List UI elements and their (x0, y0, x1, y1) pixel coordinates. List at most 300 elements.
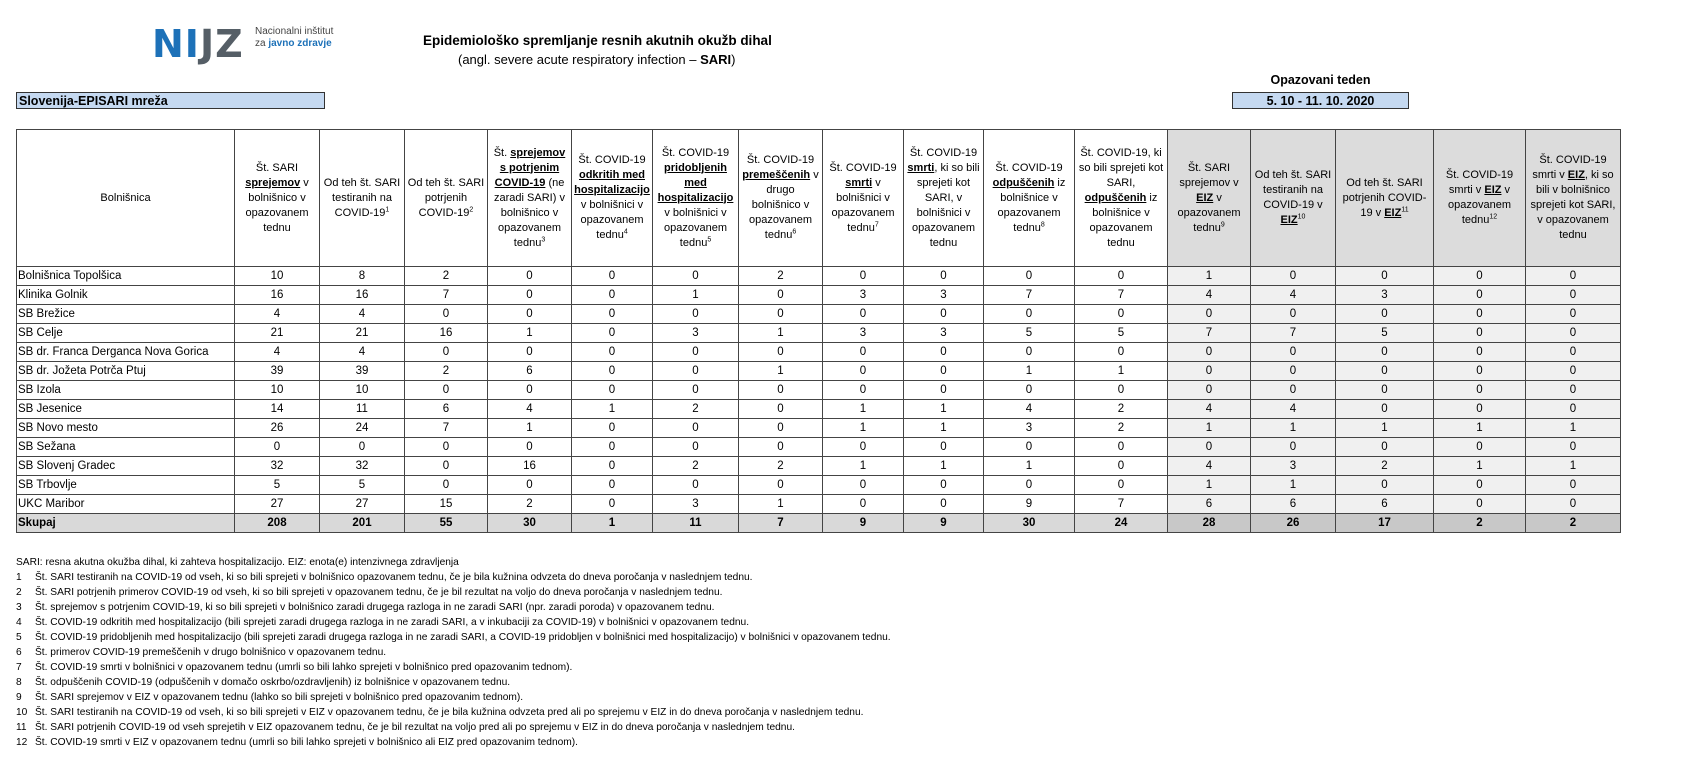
footnote-text: Št. COVID-19 pridobljenih med hospitalizacijo (bili sprejeti zaradi drugega razloga in ne zaradi SARI, a COVID-19 pridobljen v bolnišnici med hospitalizacijo) v bolnišnici v opazovanem tednu. (35, 632, 891, 643)
cell-value: 11 (653, 514, 739, 533)
cell-value: 2 (405, 362, 488, 381)
column-header-fn: 11 (1401, 205, 1409, 213)
logo-mark (152, 22, 244, 66)
column-header-8 (823, 130, 904, 267)
cell-value: 0 (1336, 343, 1434, 362)
footnote-text: Št. COVID-19 smrti v bolnišnici v opazovanem tednu (umrli so bili lahko sprejeti v bolnišnico pred opazovanim tednom). (35, 662, 573, 673)
cell-value: 0 (984, 476, 1075, 495)
cell-value: 1 (904, 400, 984, 419)
subtitle-post: ) (731, 52, 736, 67)
column-header-pre: Od teh št. SARI testiranih na COVID-19 v (1254, 169, 1332, 211)
cell-value: 2 (405, 267, 488, 286)
column-header-11 (1075, 130, 1168, 267)
column-header-pre: Št. (493, 146, 511, 159)
logo-line1: Nacionalni inštitut (255, 26, 334, 37)
footnote-text: Št. sprejemov s potrjenim COVID-19, ki so bili sprejeti v bolnišnico zaradi drugega razloga in ne zaradi SARI (npr. zaradi poroda) v opazovanem tednu. (35, 602, 715, 613)
cell-value: 0 (572, 343, 653, 362)
cell-value: 3 (823, 286, 904, 305)
page-title: Epidemiološko spremljanje resnih akutnih okužb dihal (423, 33, 772, 48)
cell-value: 0 (1168, 438, 1251, 457)
cell-value: 201 (320, 514, 405, 533)
cell-value: 0 (1526, 362, 1621, 381)
cell-value: 0 (1526, 305, 1621, 324)
cell-value: 0 (653, 267, 739, 286)
hospital-name: Skupaj (17, 514, 235, 533)
column-header-1 (235, 130, 320, 267)
cell-value: 0 (1336, 476, 1434, 495)
column-header-em: odkritih med hospitalizacijo (574, 169, 650, 196)
hospital-name: SB Brežice (17, 305, 235, 324)
cell-value: 1 (1168, 267, 1251, 286)
table-row (17, 362, 1621, 381)
cell-value: 0 (1526, 324, 1621, 343)
column-header-pre: Št. SARI (255, 161, 299, 174)
footnote-item (16, 615, 891, 630)
cell-value: 0 (572, 457, 653, 476)
cell-value: 0 (1434, 381, 1526, 400)
cell-value: 0 (1168, 305, 1251, 324)
footnote-text: Št. primerov COVID-19 premeščenih v drugo bolnišnico v opazovanem tednu. (35, 647, 387, 658)
cell-value: 10 (235, 267, 320, 286)
cell-value: 0 (739, 400, 823, 419)
cell-value: 0 (1251, 267, 1336, 286)
cell-value: 0 (1434, 343, 1526, 362)
table-row (17, 381, 1621, 400)
page-subtitle (458, 52, 735, 67)
column-header-post: iz bolnišnice v opazovanem tednu (1089, 191, 1158, 249)
cell-value: 16 (235, 286, 320, 305)
cell-value: 4 (1251, 400, 1336, 419)
cell-value: 24 (1075, 514, 1168, 533)
cell-value: 0 (405, 305, 488, 324)
cell-value: 4 (1168, 286, 1251, 305)
cell-value: 4 (320, 305, 405, 324)
cell-value: 0 (653, 381, 739, 400)
cell-value: 0 (1075, 476, 1168, 495)
cell-value: 0 (984, 438, 1075, 457)
cell-value: 3 (904, 286, 984, 305)
column-header-15 (1434, 130, 1526, 267)
cell-value: 7 (984, 286, 1075, 305)
column-header-pre: Bolnišnica (100, 191, 151, 204)
column-header-post: v bolnišnici v opazovanem tednu (831, 176, 895, 234)
logo-mark-b: JZ (199, 22, 244, 66)
footnote-text: Št. odpuščenih COVID-19 (odpuščenih v domačo oskrbo/ozdravljenih) iz bolnišnice v opazovanem tednu. (35, 677, 511, 688)
cell-value: 17 (1336, 514, 1434, 533)
hospital-name: SB Izola (17, 381, 235, 400)
cell-value: 2 (1434, 514, 1526, 533)
column-header-pre: Št. COVID-19 (909, 146, 978, 159)
column-header-em: smrti (907, 161, 935, 174)
footnote-item (16, 645, 891, 660)
cell-value: 1 (739, 324, 823, 343)
column-header-pre: Št. COVID-19 smrti v (1532, 154, 1607, 181)
column-header-12 (1168, 130, 1251, 267)
column-header-pre: Št. COVID-19 (578, 154, 646, 166)
cell-value: 0 (1526, 438, 1621, 457)
subtitle-em: SARI (700, 52, 732, 67)
cell-value: 2 (1075, 419, 1168, 438)
footnote-item (16, 705, 891, 720)
cell-value: 55 (405, 514, 488, 533)
cell-value: 0 (1434, 324, 1526, 343)
cell-value: 3 (823, 324, 904, 343)
column-header-em: premeščenih (742, 169, 811, 181)
cell-value: 0 (823, 267, 904, 286)
column-header-fn: 12 (1489, 213, 1498, 221)
cell-value: 3 (1251, 457, 1336, 476)
column-header-fn: 5 (707, 235, 712, 243)
cell-value: 0 (739, 286, 823, 305)
cell-value: 7 (1168, 324, 1251, 343)
cell-value: 1 (1168, 419, 1251, 438)
cell-value: 9 (823, 514, 904, 533)
table-row (17, 286, 1621, 305)
cell-value: 1 (984, 457, 1075, 476)
column-header-pre: Št. SARI sprejemov v (1179, 161, 1239, 189)
cell-value: 0 (904, 267, 984, 286)
column-header-16 (1526, 130, 1621, 267)
cell-value: 1 (1251, 419, 1336, 438)
cell-value: 39 (235, 362, 320, 381)
column-header-em: sprejemov s potrjenim COVID-19 (494, 146, 566, 189)
cell-value: 7 (739, 514, 823, 533)
hospital-name: SB dr. Jožeta Potrča Ptuj (17, 362, 235, 381)
cell-value: 6 (1168, 495, 1251, 514)
column-header-em: odpuščenih (992, 176, 1055, 189)
cell-value: 10 (235, 381, 320, 400)
hospital-name: SB Novo mesto (17, 419, 235, 438)
cell-value: 0 (1336, 400, 1434, 419)
cell-value: 16 (405, 324, 488, 343)
cell-value: 24 (320, 419, 405, 438)
logo-line2 (255, 38, 333, 50)
cell-value: 1 (572, 514, 653, 533)
cell-value: 0 (739, 305, 823, 324)
cell-value: 0 (823, 362, 904, 381)
hospital-name: SB Celje (17, 324, 235, 343)
cell-value: 0 (572, 438, 653, 457)
cell-value: 16 (488, 457, 572, 476)
cell-value: 0 (904, 381, 984, 400)
cell-value: 2 (739, 457, 823, 476)
footnote-number: 1 (16, 572, 22, 583)
cell-value: 0 (1434, 305, 1526, 324)
cell-value: 11 (320, 400, 405, 419)
cell-value: 0 (488, 305, 572, 324)
cell-value: 0 (1251, 381, 1336, 400)
cell-value: 0 (739, 438, 823, 457)
cell-value: 0 (1336, 362, 1434, 381)
logo-mark-a: NI (152, 22, 200, 66)
cell-value: 0 (405, 476, 488, 495)
cell-value: 0 (1526, 343, 1621, 362)
footnote-number: 7 (16, 662, 22, 673)
column-header-post: v bolnišnici v opazovanem tednu (664, 206, 727, 249)
cell-value: 6 (488, 362, 572, 381)
cell-value: 5 (235, 476, 320, 495)
footnote-text: Št. SARI potrjenih COVID-19 od vseh sprejetih v EIZ opazovanem tednu, če je bil rezultat na voljo pred ali po sprejemu v EIZ in do dneva poročanja v naslednjem tednu. (35, 722, 795, 733)
cell-value: 0 (488, 286, 572, 305)
cell-value: 4 (488, 400, 572, 419)
cell-value: 0 (1075, 267, 1168, 286)
column-header-post: v drugo bolnišnico v opazovanem tednu (749, 169, 819, 241)
hospital-name: SB Slovenj Gradec (17, 457, 235, 476)
footnote-item (16, 720, 891, 735)
column-header-em: odpuščenih (1084, 191, 1147, 204)
footnotes (16, 555, 891, 750)
column-header-post: (ne zaradi SARI) v bolnišnico v opazovanem tednu (494, 176, 565, 249)
column-header-em: smrti (845, 176, 873, 189)
column-header-em: pridobljenih med hospitalizacijo (657, 161, 734, 204)
cell-value: 0 (904, 362, 984, 381)
cell-value: 1 (1168, 476, 1251, 495)
cell-value: 8 (320, 267, 405, 286)
cell-value: 0 (1075, 305, 1168, 324)
cell-value: 6 (1336, 495, 1434, 514)
cell-value: 26 (235, 419, 320, 438)
cell-value: 15 (405, 495, 488, 514)
column-header-post: , ki so bili sprejeti kot SARI, v bolnišnici v opazovanem tednu (912, 161, 980, 249)
table-header-row (17, 130, 1621, 267)
cell-value: 27 (320, 495, 405, 514)
cell-value: 0 (653, 438, 739, 457)
cell-value: 7 (1075, 495, 1168, 514)
footnote-list (16, 570, 891, 750)
cell-value: 0 (904, 305, 984, 324)
cell-value: 0 (1168, 381, 1251, 400)
cell-value: 0 (823, 381, 904, 400)
column-header-14 (1336, 130, 1434, 267)
footnote-item (16, 735, 891, 750)
footnote-number: 10 (16, 707, 28, 718)
cell-value: 1 (1526, 419, 1621, 438)
column-header-pre: Št. COVID-19 (995, 161, 1063, 174)
cell-value: 6 (405, 400, 488, 419)
cell-value: 0 (405, 457, 488, 476)
column-header-2 (320, 130, 405, 267)
column-header-pre: Št. COVID-19 smrti v (1445, 169, 1514, 196)
nijz-logo (152, 22, 367, 67)
cell-value: 1 (1434, 457, 1526, 476)
cell-value: 2 (1336, 457, 1434, 476)
cell-value: 0 (572, 362, 653, 381)
cell-value: 0 (739, 476, 823, 495)
cell-value: 0 (1336, 381, 1434, 400)
hospital-name: SB Sežana (17, 438, 235, 457)
cell-value: 1 (739, 362, 823, 381)
cell-value: 1 (739, 495, 823, 514)
logo-line2-em: javno zdravje (268, 38, 332, 49)
cell-value: 30 (488, 514, 572, 533)
cell-value: 0 (653, 476, 739, 495)
hospital-name: SB dr. Franca Derganca Nova Gorica (17, 343, 235, 362)
logo-line2-pre: za (255, 38, 269, 49)
cell-value: 0 (1526, 286, 1621, 305)
hospital-name: Klinika Golnik (17, 286, 235, 305)
footnote-item (16, 675, 891, 690)
network-label: Slovenija-EPISARI mreža (16, 92, 325, 109)
cell-value: 0 (739, 381, 823, 400)
cell-value: 27 (235, 495, 320, 514)
cell-value: 1 (904, 419, 984, 438)
cell-value: 0 (572, 267, 653, 286)
table-row (17, 305, 1621, 324)
cell-value: 0 (653, 419, 739, 438)
cell-value: 3 (904, 324, 984, 343)
column-header-em: EIZ (1567, 169, 1585, 181)
column-header-post: v opazovanem tednu (1448, 184, 1511, 226)
cell-value: 0 (235, 438, 320, 457)
cell-value: 208 (235, 514, 320, 533)
cell-value: 9 (984, 495, 1075, 514)
footnote-text: Št. COVID-19 odkritih med hospitalizacijo (bili sprejeti zaradi drugega razloga in ne zaradi SARI, a v inkubaciji za COVID-19) v bolnišnici v opazovanem tednu. (35, 617, 750, 628)
cell-value: 0 (823, 476, 904, 495)
table-row (17, 476, 1621, 495)
cell-value: 0 (904, 476, 984, 495)
cell-value: 39 (320, 362, 405, 381)
hospital-name: SB Jesenice (17, 400, 235, 419)
cell-value: 0 (1526, 267, 1621, 286)
logo-text (255, 26, 333, 50)
cell-value: 7 (405, 419, 488, 438)
column-header-7 (739, 130, 823, 267)
column-header-pre: Od teh št. SARI potrjenih COVID-19 v (1342, 176, 1427, 219)
cell-value: 3 (1336, 286, 1434, 305)
cell-value: 3 (653, 495, 739, 514)
table-row (17, 267, 1621, 286)
footnote-text: Št. SARI sprejemov v EIZ v opazovanem tednu (lahko so bili sprejeti v bolnišnico pred opazovanim tednom). (35, 692, 524, 703)
cell-value: 0 (823, 495, 904, 514)
cell-value: 0 (405, 343, 488, 362)
column-header-post: v bolnišnici v opazovanem tednu (580, 199, 644, 241)
cell-value: 0 (823, 438, 904, 457)
footnote-item (16, 690, 891, 705)
cell-value: 32 (235, 457, 320, 476)
cell-value: 0 (984, 267, 1075, 286)
footnote-number: 5 (16, 632, 22, 643)
cell-value: 0 (1434, 286, 1526, 305)
cell-value: 1 (1526, 457, 1621, 476)
column-header-fn: 6 (792, 228, 797, 236)
cell-value: 1 (823, 457, 904, 476)
cell-value: 4 (984, 400, 1075, 419)
cell-value: 0 (1526, 495, 1621, 514)
cell-value: 0 (572, 495, 653, 514)
cell-value: 2 (739, 267, 823, 286)
cell-value: 0 (1251, 305, 1336, 324)
cell-value: 0 (984, 343, 1075, 362)
cell-value: 1 (823, 400, 904, 419)
column-header-fn: 4 (623, 228, 628, 236)
column-header-fn: 1 (385, 205, 390, 213)
footnote-number: 4 (16, 617, 22, 628)
cell-value: 1 (1336, 419, 1434, 438)
column-header-0 (17, 130, 235, 267)
cell-value: 4 (1168, 400, 1251, 419)
cell-value: 21 (320, 324, 405, 343)
sari-table (16, 129, 1621, 533)
cell-value: 2 (488, 495, 572, 514)
column-header-post: iz bolnišnice v opazovanem tednu (997, 176, 1066, 234)
column-header-10 (984, 130, 1075, 267)
column-header-post: v bolnišnico v opazovanem tednu (245, 176, 309, 234)
cell-value: 1 (1075, 362, 1168, 381)
column-header-9 (904, 130, 984, 267)
table-row (17, 324, 1621, 343)
cell-value: 4 (235, 305, 320, 324)
total-row (17, 514, 1621, 533)
cell-value: 2 (1526, 514, 1621, 533)
column-header-3 (405, 130, 488, 267)
cell-value: 3 (653, 324, 739, 343)
footnote-number: 3 (16, 602, 22, 613)
cell-value: 7 (1075, 286, 1168, 305)
cell-value: 0 (1526, 476, 1621, 495)
cell-value: 5 (984, 324, 1075, 343)
cell-value: 4 (1251, 286, 1336, 305)
column-header-fn: 3 (541, 235, 546, 243)
cell-value: 0 (405, 438, 488, 457)
table-row (17, 343, 1621, 362)
cell-value: 0 (1075, 343, 1168, 362)
cell-value: 2 (1075, 400, 1168, 419)
cell-value: 1 (904, 457, 984, 476)
cell-value: 0 (488, 267, 572, 286)
cell-value: 0 (1434, 476, 1526, 495)
column-header-post: v opazovanem tednu (1177, 191, 1241, 234)
column-header-5 (572, 130, 653, 267)
cell-value: 0 (1526, 400, 1621, 419)
cell-value: 7 (1251, 324, 1336, 343)
cell-value: 0 (1434, 362, 1526, 381)
cell-value: 21 (235, 324, 320, 343)
cell-value: 6 (1251, 495, 1336, 514)
cell-value: 26 (1251, 514, 1336, 533)
column-header-pre: Št. COVID-19, ki so bili sprejeti kot SARI, (1078, 146, 1164, 189)
footnote-text: Št. SARI testiranih na COVID-19 od vseh, ki so bili sprejeti v EIZ v opazovanem tednu, če je bila kužnina odvzeta pred ali po sprejemu v EIZ in do dneva poročanja v naslednjem tednu. (35, 707, 864, 718)
table-row (17, 419, 1621, 438)
cell-value: 14 (235, 400, 320, 419)
cell-value: 1 (572, 400, 653, 419)
cell-value: 4 (1168, 457, 1251, 476)
cell-value: 5 (320, 476, 405, 495)
table-row (17, 438, 1621, 457)
column-header-6 (653, 130, 739, 267)
footnote-number: 12 (16, 737, 28, 748)
cell-value: 0 (904, 438, 984, 457)
cell-value: 0 (488, 381, 572, 400)
cell-value: 0 (653, 362, 739, 381)
footnote-number: 2 (16, 587, 22, 598)
cell-value: 0 (984, 305, 1075, 324)
cell-value: 28 (1168, 514, 1251, 533)
column-header-pre: Št. COVID-19 (746, 154, 815, 166)
cell-value: 0 (1168, 343, 1251, 362)
cell-value: 0 (823, 305, 904, 324)
cell-value: 2 (653, 400, 739, 419)
cell-value: 0 (1434, 495, 1526, 514)
cell-value: 0 (1168, 362, 1251, 381)
footnote-text: Št. SARI testiranih na COVID-19 od vseh, ki so bili sprejeti v bolnišnico opazovanem tednu, če je bila kužnina odvzeta do dneva poročanja v naslednjem tednu. (35, 572, 753, 583)
cell-value: 0 (572, 305, 653, 324)
cell-value: 30 (984, 514, 1075, 533)
column-header-em: sprejemov (245, 176, 301, 189)
cell-value: 0 (1336, 267, 1434, 286)
cell-value: 0 (1075, 438, 1168, 457)
cell-value: 16 (320, 286, 405, 305)
hospital-name: SB Trbovlje (17, 476, 235, 495)
